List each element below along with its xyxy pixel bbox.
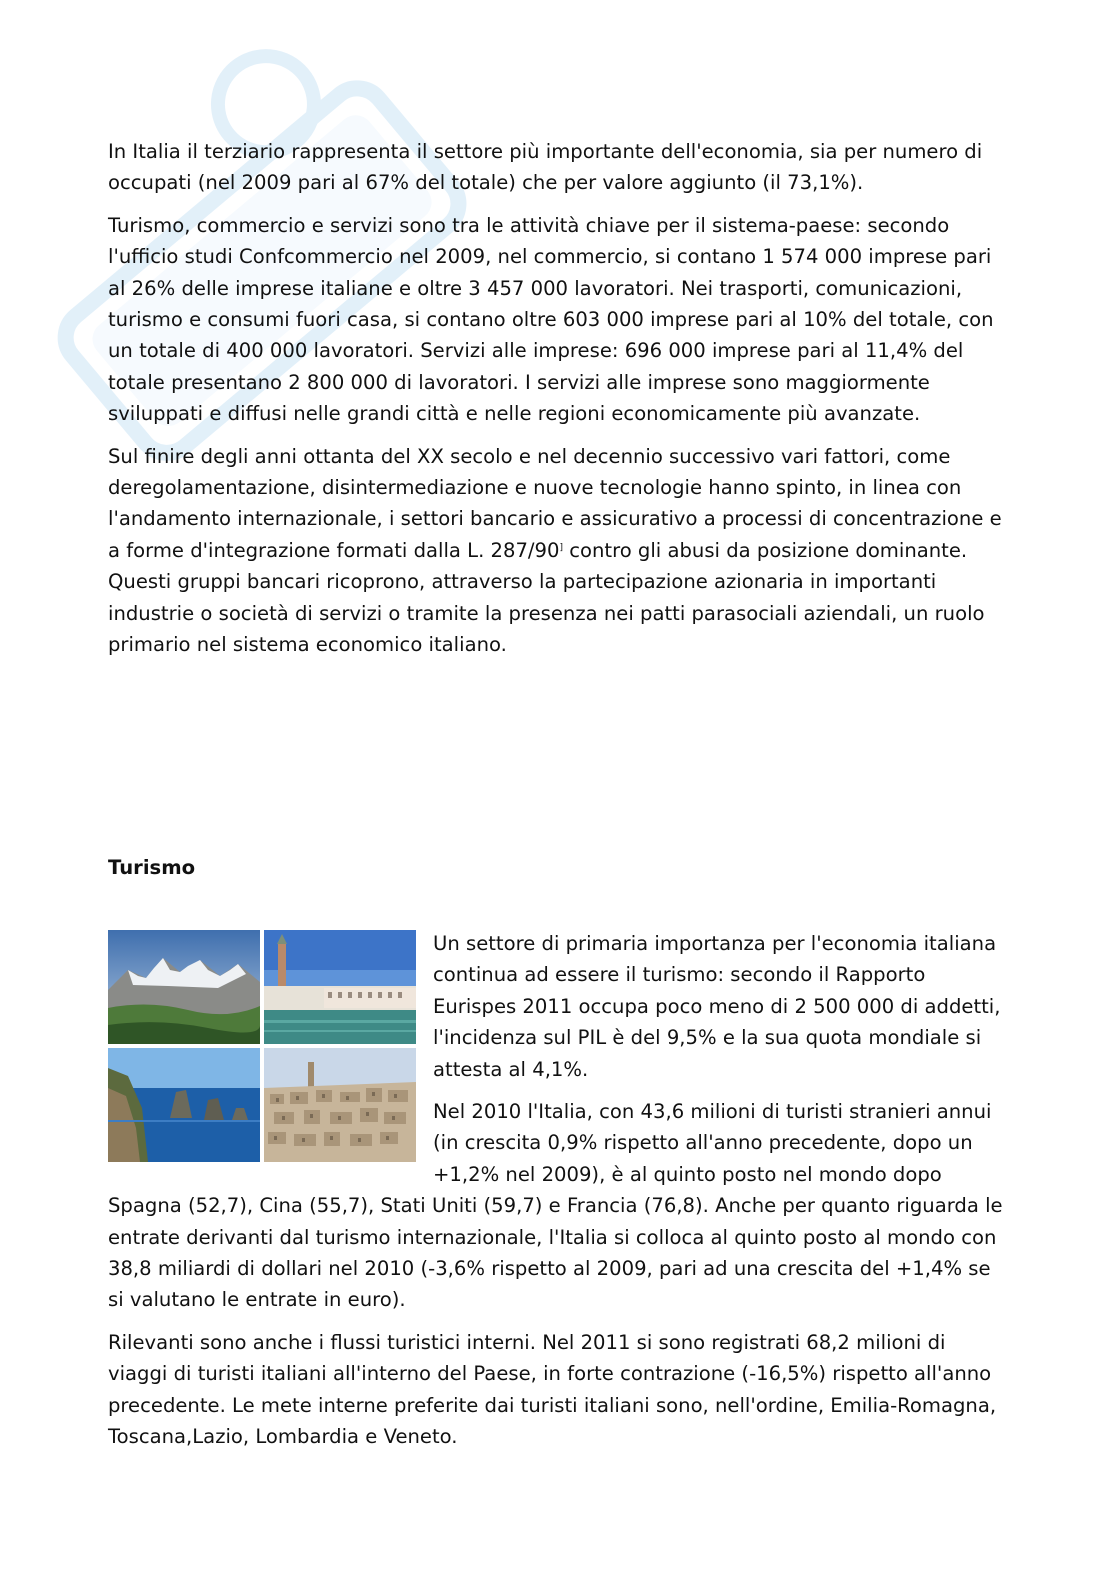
mountains-photo: [108, 930, 260, 1044]
tourism-paragraph-2: Nel 2010 l'Italia, con 43,6 milioni di turisti stranieri annui (in crescita 0,9% rispetto all'anno precedente, dopo un +1,2% nel 2009), è al quinto posto nel mondo dopo Spagna (52,7), Cina (55,7), Stati Uniti (59,7) e Francia (76,8). Anche per quanto riguarda le entrate derivanti dal turismo internazionale, l'Italia si colloca al quinto posto al mondo con 38,8 miliardi di dollari nel 2010 (-3,6% rispetto al 2009, pari ad una crescita del +1,4% se si valutano le entrate in euro).: [108, 1100, 1003, 1312]
intro-paragraph-1: In Italia il terziario rappresenta il settore più importante dell'economia, sia per numero di occupati (nel 2009 pari al 67% del totale) che per valore aggiunto (il 73,1%).: [108, 140, 983, 195]
footnote-marker: ]: [559, 542, 563, 553]
tourism-paragraph-1: Un settore di primaria importanza per l'economia italiana continua ad essere il turismo: secondo il Rapporto Eurispes 2011 occupa poco meno di 2 500 000 di addetti, l'incidenza sul PIL è del 9,5% e la sua quota mondiale si attesta al 4,1%.: [433, 932, 1001, 1081]
intro-paragraph-3-part-a: Sul finire degli anni ottanta del XX secolo e nel decennio successivo vari fattori, come deregolamentazione, disintermediazione e nuove tecnologie hanno spinto, in linea con l'andamento internazionale, i settori bancario e assicurativo a processi di concentrazione e a forme d'integrazione formati dalla L. 287/90: [108, 444, 1002, 562]
intro-paragraph-3: [108, 441, 1008, 661]
capri-faraglioni-photo: [108, 1048, 260, 1162]
intro-section: [108, 136, 1008, 672]
venice-photo: [264, 930, 416, 1044]
tourism-section: [108, 928, 1008, 1464]
intro-paragraph-3-part-b: contro gli abusi da posizione dominante. Questi gruppi bancari ricoprono, attraverso la partecipazione azionaria in importanti industrie o società di servizi o tramite la presenza nei patti parasociali aziendali, un ruolo primario nel sistema economico italiano.: [108, 538, 985, 657]
tourism-photo-collage: [108, 930, 416, 1162]
section-heading-turismo: Turismo: [108, 856, 196, 879]
intro-paragraph-2: Turismo, commercio e servizi sono tra le attività chiave per il sistema-paese: secondo l'ufficio studi Confcommercio nel 2009, nel commercio, si contano 1 574 000 imprese pari al 26% delle imprese italiane e oltre 3 457 000 lavoratori. Nei trasporti, comunicazioni, turismo e consumi fuori casa, si contano oltre 603 000 imprese pari al 10% del totale, con un totale di 400 000 lavoratori. Servizi alle imprese: 696 000 imprese pari al 11,4% del totale presentano 2 800 000 di lavoratori. I servizi alle imprese sono maggiormente sviluppati e diffusi nelle grandi città e nelle regioni economicamente più avanzate.: [108, 213, 994, 426]
matera-photo: [264, 1048, 416, 1162]
tourism-paragraph-3: Rilevanti sono anche i flussi turistici interni. Nel 2011 si sono registrati 68,2 milioni di viaggi di turisti italiani all'interno del Paese, in forte contrazione (-16,5%) rispetto all'anno precedente. Le mete interne preferite dai turisti italiani sono, nell'ordine, Emilia-Romagna, Toscana,Lazio, Lombardia e Veneto.: [108, 1330, 997, 1449]
